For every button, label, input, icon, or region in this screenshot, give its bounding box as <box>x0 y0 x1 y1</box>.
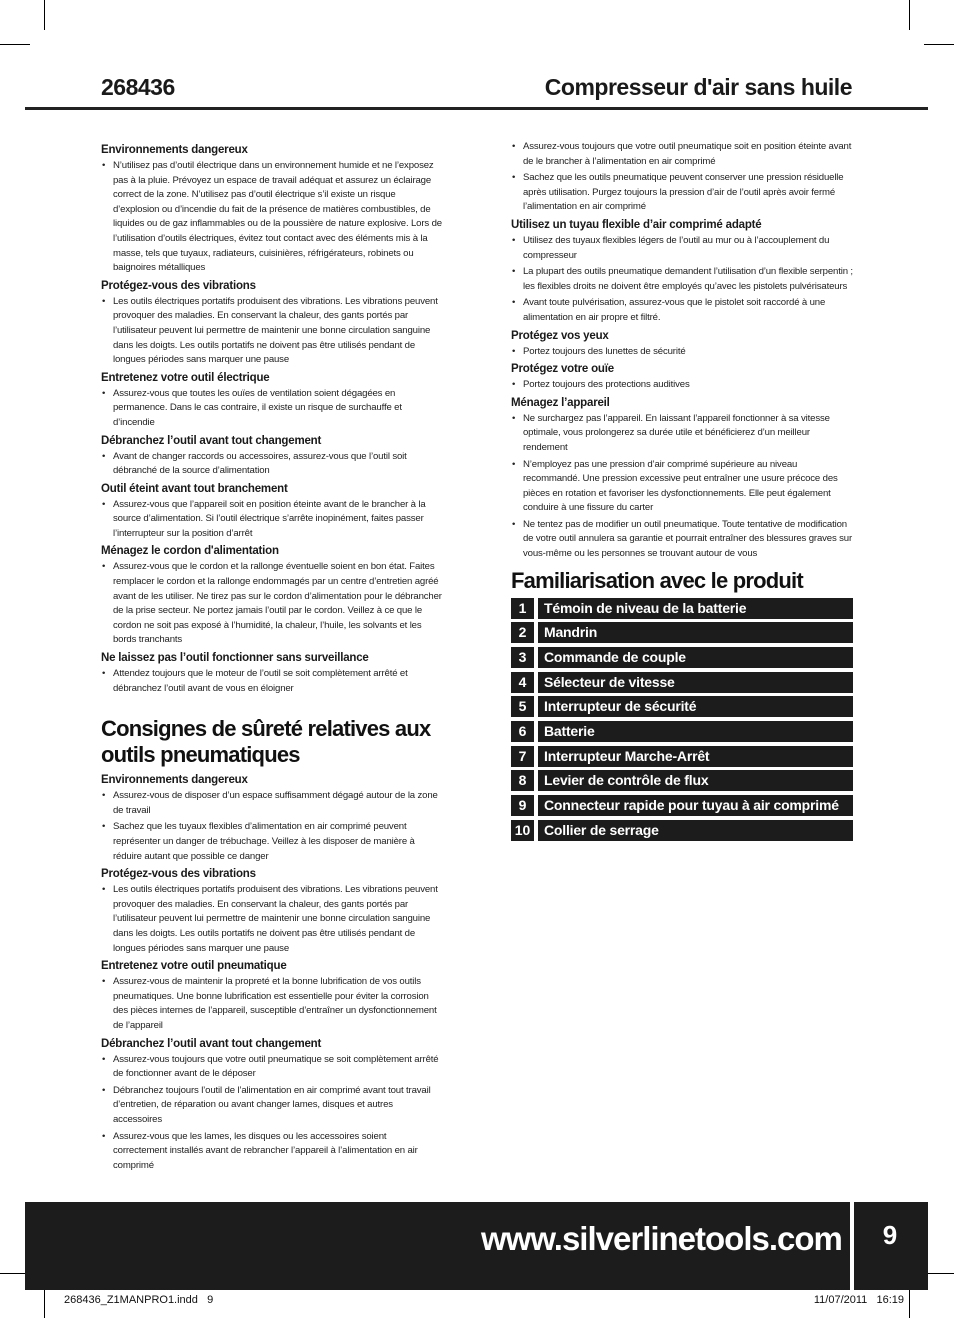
bullet-item: • Portez toujours des lunettes de sécurité <box>511 345 853 360</box>
part-row <box>511 672 853 693</box>
crop-mark <box>924 1273 954 1274</box>
part-row <box>511 622 853 643</box>
bullet-item: • Assurez-vous toujours que votre outil pneumatique se soit complètement arrêté de fonctionner avant de le déposer <box>101 1053 443 1082</box>
bullet-item: • Ne tentez pas de modifier un outil pneumatique. Toute tentative de modification de votre outil annulera sa garantie et pourrait entraîner des blessures graves sur vous-même ou les personnes se trouvant autour de vous <box>511 518 853 562</box>
page-number: 9 <box>882 1220 898 1250</box>
crop-mark <box>909 0 910 30</box>
bullet-list <box>101 560 443 648</box>
header-rule <box>25 107 928 110</box>
part-number: 4 <box>511 672 534 693</box>
bullet-item: • Assurez-vous que l’appareil soit en position éteinte avant de le brancher à la source d’alimentation. Si l’outil électrique s’arrête inopinément, faites passer l’interrupteur sur la position d’arrêt <box>101 498 443 542</box>
part-label: Témoin de niveau de la batterie <box>538 598 853 619</box>
bullet-list <box>101 450 443 479</box>
page-header <box>101 72 852 108</box>
bullet-item: • Assurez-vous que les lames, les disques ou les accessoires soient correctement installés avant de rebrancher l’appareil à l’alimentation en air comprimé <box>101 1130 443 1174</box>
bullet-item: • Assurez-vous de disposer d’un espace suffisamment dégagé autour de la zone de travail <box>101 789 443 818</box>
bullet-item: • N’employez pas une pression d’air comprimé supérieure au niveau recommandé. Une pression excessive peut entraîner une usure précoce des pièces en rotation et favoriser les dysfonctionnements. Elle peut également conduire à une fissure du carter <box>511 458 853 516</box>
section-heading: Débranchez l’outil avant tout changement <box>101 434 322 447</box>
part-label: Interrupteur de sécurité <box>538 696 853 717</box>
section-heading: Ne laissez pas l’outil fonctionner sans surveillance <box>101 652 369 665</box>
section-heading: Environnements dangereux <box>101 144 248 156</box>
part-label: Batterie <box>538 721 853 742</box>
right-column <box>511 140 853 845</box>
section-heading: Environnements dangereux <box>101 774 248 787</box>
bullet-list <box>101 498 443 542</box>
bullet-list <box>511 378 853 393</box>
part-label: Levier de contrôle de flux <box>538 770 853 791</box>
part-label: Commande de couple <box>538 647 853 668</box>
section-heading: Protégez votre ouïe <box>511 363 614 376</box>
crop-mark <box>924 44 954 45</box>
part-number: 2 <box>511 622 534 643</box>
bullet-list <box>101 387 443 431</box>
part-row <box>511 795 853 816</box>
pneumatic-safety-title: Consignes de sûreté relatives aux outils pneumatiques <box>101 716 431 768</box>
left-column <box>101 140 443 1175</box>
part-row <box>511 820 853 841</box>
part-row <box>511 746 853 767</box>
section-heading: Entretenez votre outil électrique <box>101 371 270 384</box>
bullet-list <box>511 412 853 562</box>
part-label: Connecteur rapide pour tuyau à air comprimé <box>538 795 853 816</box>
part-row <box>511 647 853 668</box>
page-title: Compresseur d'air sans huile <box>544 74 852 100</box>
part-number: 6 <box>511 721 534 742</box>
section-heading: Protégez vos yeux <box>511 329 609 342</box>
bullet-item: • La plupart des outils pneumatique demandent l’utilisation d’un flexible serpentin ; les flexibles droits ne doivent être employés qu’avec les pistolets pulvérisateurs <box>511 265 853 294</box>
bullet-item: • Avant de changer raccords ou accessoires, assurez-vous que l’outil soit débranché de la source d’alimentation <box>101 450 443 479</box>
date-slug: 11/07/2011 16:19 <box>813 1294 904 1306</box>
crop-mark <box>44 0 45 30</box>
part-row <box>511 770 853 791</box>
bullet-item: • Assurez-vous que le cordon et la rallonge éventuelle soient en bon état. Faites remplacer le cordon et la rallonge endommagés par un centre d’entretien agréé avant de les utiliser. Ne tirez pas sur le cordon d’alimentation pour le débrancher de la prise secteur. Ne portez jamais l’outil par le cordon. Veillez à ce que le cordon ne soit pas exposé à l’humidité, la chaleur, l’huile, les solvants et les bords tranchants <box>101 560 443 648</box>
bullet-list <box>101 295 443 368</box>
part-number: 9 <box>511 795 534 816</box>
bullet-item: • Utilisez des tuyaux flexibles légers de l’outil au mur ou à l’accouplement du compresseur <box>511 234 853 263</box>
section-heading: Protégez-vous des vibrations <box>101 279 256 292</box>
part-number: 1 <box>511 598 534 619</box>
file-slug: 268436_Z1MANPRO1.indd 9 <box>64 1294 214 1306</box>
bullet-list <box>511 234 853 326</box>
bullet-list <box>511 140 853 215</box>
bullet-list <box>511 345 853 360</box>
section-heading: Ménagez le cordon d'alimentation <box>101 545 279 558</box>
bullet-item: • N’utilisez pas d’outil électrique dans un environnement humide et ne l’exposez pas à la pluie. Prévoyez un espace de travail adéquat et assurez un éclairage correct de la zone. N’utilisez pas d’outil électrique s’il existe un risque d’explosion ou d’incendie du fait de la présence de matières combustibles, de liquides ou de gaz inflammables ou de la poussière de nature explosive. Lors de l’utilisation d’outils électriques, évitez tout contact avec des éléments mis à la masse, tels que tuyaux, radiateurs, cuisinières, réfrigérateurs, robinets ou baignoires métalliques <box>101 159 443 276</box>
product-code: 268436 <box>101 74 175 100</box>
part-number: 3 <box>511 647 534 668</box>
bullet-list <box>101 789 443 864</box>
bullet-item: • Les outils électriques portatifs produisent des vibrations. Les vibrations peuvent provoquer des maladies. En conservant la chaleur, des gants portés par l’utilisateur peuvent lui permettre de maintenir une bonne circulation sanguine dans les doigts. Les outils portatifs ne doivent pas être utilisés pendant de longues périodes sans marquer une pause <box>101 883 443 956</box>
part-label: Collier de serrage <box>538 820 853 841</box>
bullet-item: • Débranchez toujours l’outil de l’alimentation en air comprimé avant tout travail d’entretien, de réparation ou avant changer lames, disques et autres accessoires <box>101 1084 443 1128</box>
part-row <box>511 721 853 742</box>
part-number: 8 <box>511 770 534 791</box>
bullet-item: • Assurez-vous de maintenir la propreté et la bonne lubrification de vos outils pneumatiques. Une bonne lubrification est essentielle pour éviter la corrosion des pièces internes de l’appareil, susceptible d’entraîner un dysfonctionnement de l’appareil <box>101 975 443 1033</box>
bullet-list <box>101 159 443 276</box>
bullet-list <box>101 883 443 956</box>
section-heading: Ménagez l’appareil <box>511 396 610 409</box>
bullet-item: • Assurez-vous que toutes les ouïes de ventilation soient dégagées en permanence. Dans le cas contraire, il existe un risque de surchauffe et d’incendie <box>101 387 443 431</box>
part-label: Sélecteur de vitesse <box>538 672 853 693</box>
bullet-item: • Les outils électriques portatifs produisent des vibrations. Les vibrations peuvent provoquer des maladies. En conservant la chaleur, des gants portés par l’utilisateur peuvent lui permettre de maintenir une bonne circulation sanguine dans les doigts. Les outils portatifs ne doivent pas être utilisés pendant de longues périodes sans marquer une pause <box>101 295 443 368</box>
crop-mark <box>0 44 30 45</box>
part-label: Interrupteur Marche-Arrêt <box>538 746 853 767</box>
bullet-list <box>101 975 443 1033</box>
crop-mark <box>44 1288 45 1318</box>
bullet-item: • Portez toujours des protections auditives <box>511 378 853 393</box>
footer-divider <box>850 1202 854 1290</box>
crop-mark <box>909 1288 910 1318</box>
section-heading: Protégez-vous des vibrations <box>101 868 256 881</box>
part-number: 7 <box>511 746 534 767</box>
bullet-list <box>101 1053 443 1174</box>
part-number: 5 <box>511 696 534 717</box>
section-heading: Entretenez votre outil pneumatique <box>101 960 287 973</box>
bullet-item: • Assurez-vous toujours que votre outil pneumatique soit en position éteinte avant de le brancher à l’alimentation en air comprimé <box>511 140 853 169</box>
part-row <box>511 598 853 619</box>
footer-bar <box>25 1202 928 1290</box>
bullet-item: • Sachez que les tuyaux flexibles d’alimentation en air comprimé peuvent représenter un danger de trébuchage. Veillez à les disposer de manière à réduire autant que possible ce danger <box>101 820 443 864</box>
bullet-list <box>101 667 443 696</box>
product-familiarisation-title: Familiarisation avec le produit <box>511 567 803 593</box>
part-number: 10 <box>511 820 534 841</box>
bullet-item: • Ne surchargez pas l’appareil. En laissant l’appareil fonctionner à sa vitesse optimale, vous prolongerez sa durée utile et bénéficierez d’un meilleur rendement <box>511 412 853 456</box>
bullet-item: • Avant toute pulvérisation, assurez-vous que le pistolet soit raccordé à une alimentation en air propre et filtré. <box>511 296 853 325</box>
part-label: Mandrin <box>538 622 853 643</box>
bullet-item: • Sachez que les outils pneumatique peuvent conserver une pression résiduelle après utilisation. Purgez toujours la pression d’air de l’outil après avoir fermé l’alimentation en air comprimé <box>511 171 853 215</box>
bullet-item: • Attendez toujours que le moteur de l’outil se soit complètement arrêté et débranchez l’outil avant de vous en éloigner <box>101 667 443 696</box>
website-link[interactable]: www.silverlinetools.com <box>481 1220 842 1257</box>
section-heading: Outil éteint avant tout branchement <box>101 482 288 495</box>
parts-list <box>511 598 853 841</box>
section-heading: Débranchez l’outil avant tout changement <box>101 1037 322 1050</box>
section-heading: Utilisez un tuyau flexible d’air comprimé adapté <box>511 218 762 231</box>
part-row <box>511 696 853 717</box>
